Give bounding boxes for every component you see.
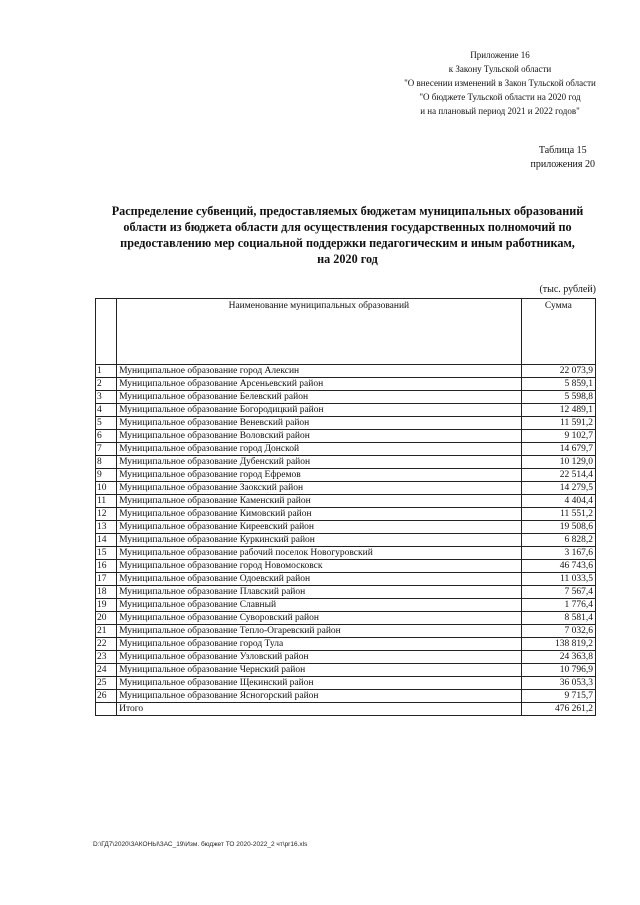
appendix-line: Приложение 16 (470, 50, 530, 60)
table-row (96, 612, 596, 625)
amount: 3 167,6 (521, 547, 595, 560)
row-number: 11 (96, 495, 117, 508)
row-number: 20 (96, 612, 117, 625)
municipality-name: Муниципальное образование город Ефремов (117, 469, 522, 482)
municipality-name: Муниципальное образование Дубенский район (117, 456, 522, 469)
row-number (96, 703, 117, 716)
appendix-line: и на плановый период 2021 и 2022 годов" (420, 106, 580, 116)
table-reference (531, 144, 595, 172)
table-row (96, 690, 596, 703)
municipality-name: Итого (117, 703, 522, 716)
amount: 8 581,4 (521, 612, 595, 625)
amount: 5 598,8 (521, 391, 595, 404)
table-row (96, 547, 596, 560)
appendix-header (370, 48, 630, 118)
amount: 138 819,2 (521, 638, 595, 651)
table-row (96, 417, 596, 430)
municipality-name: Муниципальное образование Тепло-Огаревский район (117, 625, 522, 638)
amount: 5 859,1 (521, 378, 595, 391)
municipality-name: Муниципальное образование Одоевский район (117, 573, 522, 586)
row-number: 17 (96, 573, 117, 586)
row-number: 8 (96, 456, 117, 469)
row-number: 26 (96, 690, 117, 703)
subvention-table (95, 298, 596, 716)
file-path: D:\ГД7\2020\ЗАКОНЫ\ЗАС_19\Изм. бюджет ТО 2020-2022_2 чт\pr16.xls (93, 841, 308, 848)
table-row (96, 443, 596, 456)
table-row (96, 482, 596, 495)
municipality-name: Муниципальное образование город Алексин (117, 365, 522, 378)
title-line: предоставлению мер социальной поддержки педагогическим и иным работникам, (120, 236, 575, 250)
table-number: Таблица 15 (538, 145, 587, 156)
municipality-name: Муниципальное образование Щекинский район (117, 677, 522, 690)
header-num-cell (96, 299, 117, 365)
municipality-name: Муниципальное образование Чернский район (117, 664, 522, 677)
table-row (96, 664, 596, 677)
municipality-name: Муниципальное образование Куркинский район (117, 534, 522, 547)
appendix-line: к Закону Тульской области (448, 64, 552, 74)
header-sum-cell: Сумма (521, 299, 595, 365)
municipality-name: Муниципальное образование Богородицкий район (117, 404, 522, 417)
amount: 6 828,2 (521, 534, 595, 547)
row-number: 14 (96, 534, 117, 547)
table-header-row (96, 299, 596, 365)
row-number: 25 (96, 677, 117, 690)
amount: 7 567,4 (521, 586, 595, 599)
amount: 11 033,5 (521, 573, 595, 586)
amount: 22 514,4 (521, 469, 595, 482)
amount: 11 591,2 (521, 417, 595, 430)
appendix-line: "О внесении изменений в Закон Тульской области (404, 78, 596, 88)
amount: 11 551,2 (521, 508, 595, 521)
table-row (96, 430, 596, 443)
total-row (96, 703, 596, 716)
municipality-name: Муниципальное образование Плавский район (117, 586, 522, 599)
amount: 9 715,7 (521, 690, 595, 703)
amount: 22 073,9 (521, 365, 595, 378)
table-row (96, 677, 596, 690)
header-name-cell: Наименование муниципальных образований (117, 299, 522, 365)
municipality-name: Муниципальное образование Веневский район (117, 417, 522, 430)
table-row (96, 378, 596, 391)
table-row (96, 651, 596, 664)
row-number: 5 (96, 417, 117, 430)
row-number: 16 (96, 560, 117, 573)
table-row (96, 586, 596, 599)
table-appendix: приложения 20 (530, 159, 595, 170)
row-number: 21 (96, 625, 117, 638)
title-line: Распределение субвенций, предоставляемых бюджетам муниципальных образований (111, 204, 584, 218)
row-number: 1 (96, 365, 117, 378)
row-number: 3 (96, 391, 117, 404)
table-row (96, 508, 596, 521)
table-row (96, 573, 596, 586)
row-number: 13 (96, 521, 117, 534)
row-number: 4 (96, 404, 117, 417)
table-row (96, 560, 596, 573)
municipality-name: Муниципальное образование Каменский район (117, 495, 522, 508)
municipality-name: Муниципальное образование город Тула (117, 638, 522, 651)
row-number: 9 (96, 469, 117, 482)
table-row (96, 599, 596, 612)
municipality-name: Муниципальное образование Славный (117, 599, 522, 612)
amount: 1 776,4 (521, 599, 595, 612)
title-line: области из бюджета области для осуществления государственных полномочий по (123, 220, 572, 234)
row-number: 10 (96, 482, 117, 495)
municipality-name: Муниципальное образование рабочий поселок Новогуровский (117, 547, 522, 560)
table-row (96, 456, 596, 469)
table-row (96, 534, 596, 547)
title-line: на 2020 год (317, 252, 378, 266)
amount: 10 129,0 (521, 456, 595, 469)
municipality-name: Муниципальное образование город Новомосковск (117, 560, 522, 573)
municipality-name: Муниципальное образование Арсеньевский район (117, 378, 522, 391)
units-label: (тыс. рублей) (539, 284, 596, 295)
amount: 24 363,8 (521, 651, 595, 664)
table-row (96, 521, 596, 534)
table-row (96, 404, 596, 417)
municipality-name: Муниципальное образование город Донской (117, 443, 522, 456)
row-number: 12 (96, 508, 117, 521)
row-number: 15 (96, 547, 117, 560)
table-row (96, 638, 596, 651)
amount: 7 032,6 (521, 625, 595, 638)
amount: 4 404,4 (521, 495, 595, 508)
municipality-name: Муниципальное образование Заокский район (117, 482, 522, 495)
amount: 14 279,5 (521, 482, 595, 495)
row-number: 23 (96, 651, 117, 664)
row-number: 19 (96, 599, 117, 612)
amount: 19 508,6 (521, 521, 595, 534)
municipality-name: Муниципальное образование Белевский район (117, 391, 522, 404)
municipality-name: Муниципальное образование Суворовский район (117, 612, 522, 625)
amount: 36 053,3 (521, 677, 595, 690)
row-number: 18 (96, 586, 117, 599)
row-number: 24 (96, 664, 117, 677)
row-number: 7 (96, 443, 117, 456)
row-number: 2 (96, 378, 117, 391)
municipality-name: Муниципальное образование Ясногорский район (117, 690, 522, 703)
table-row (96, 625, 596, 638)
municipality-name: Муниципальное образование Киреевский район (117, 521, 522, 534)
amount: 9 102,7 (521, 430, 595, 443)
municipality-name: Муниципальное образование Узловский район (117, 651, 522, 664)
table-row (96, 365, 596, 378)
amount: 476 261,2 (521, 703, 595, 716)
table-row (96, 469, 596, 482)
row-number: 6 (96, 430, 117, 443)
appendix-line: "О бюджете Тульской области на 2020 год (419, 92, 581, 102)
table-row (96, 495, 596, 508)
amount: 12 489,1 (521, 404, 595, 417)
document-title (95, 203, 600, 267)
municipality-name: Муниципальное образование Воловский район (117, 430, 522, 443)
amount: 14 679,7 (521, 443, 595, 456)
municipality-name: Муниципальное образование Кимовский район (117, 508, 522, 521)
table-row (96, 391, 596, 404)
row-number: 22 (96, 638, 117, 651)
amount: 10 796,9 (521, 664, 595, 677)
amount: 46 743,6 (521, 560, 595, 573)
